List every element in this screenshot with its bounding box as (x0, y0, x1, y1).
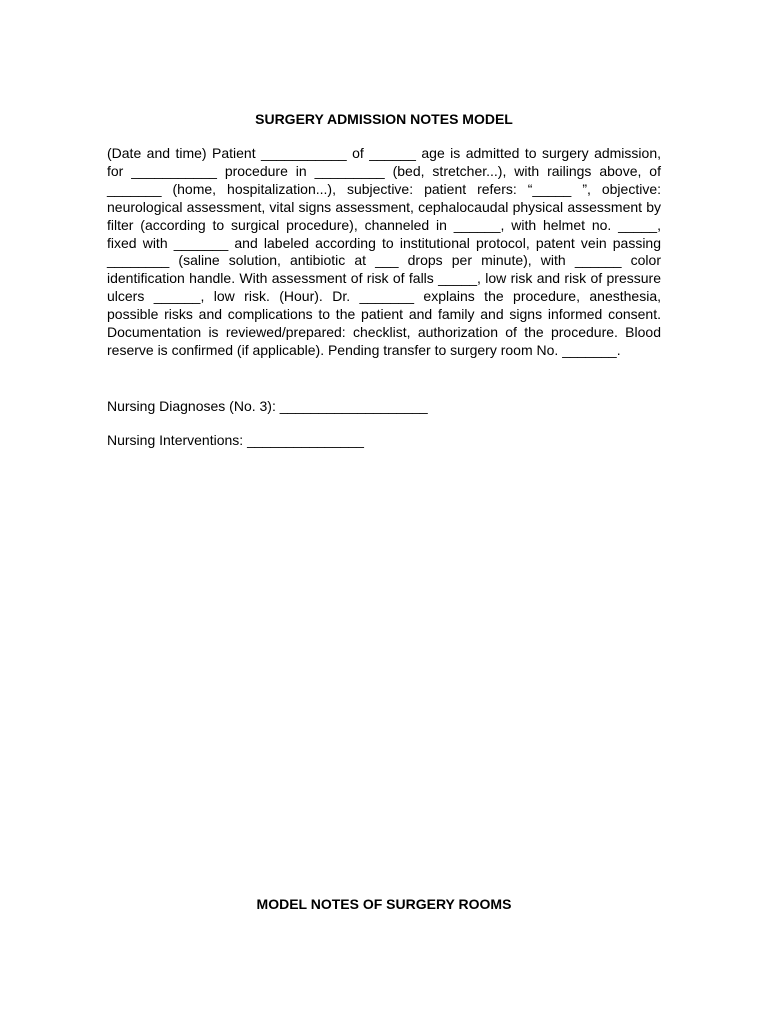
nursing-interventions-line: Nursing Interventions: _______________ (107, 432, 364, 448)
document-title: SURGERY ADMISSION NOTES MODEL (255, 111, 513, 127)
admission-notes-paragraph: (Date and time) Patient ___________ of ______ age is admitted to surgery admission, for ___________ procedure in _________ (bed, stretcher...), with railings above, of _______ (home, hospitalization...), subjective: patient refers: “_____ ”, objective: neurological assessment, vital signs assessment, cephalocaudal physical assessment by filter (according to surgical procedure), channeled in ______, with helmet no. _____, fixed with _______ and labeled according to institutional protocol, patent vein passing ________ (saline solution, antibiotic at ___ drops per minute), with ______ color identification handle. With assessment of risk of falls _____, low risk and risk of pressure ulcers ______, low risk. (Hour). Dr. _______ explains the procedure, anesthesia, possible risks and complications to the patient and family and signs informed consent. Documentation is reviewed/prepared: checklist, authorization of the procedure. Blood reserve is confirmed (if applicable). Pending transfer to surgery room No. _______. (107, 145, 661, 358)
nursing-diagnoses-line: Nursing Diagnoses (No. 3): ___________________ (107, 398, 428, 414)
section-title-surgery-rooms: MODEL NOTES OF SURGERY ROOMS (256, 896, 512, 912)
